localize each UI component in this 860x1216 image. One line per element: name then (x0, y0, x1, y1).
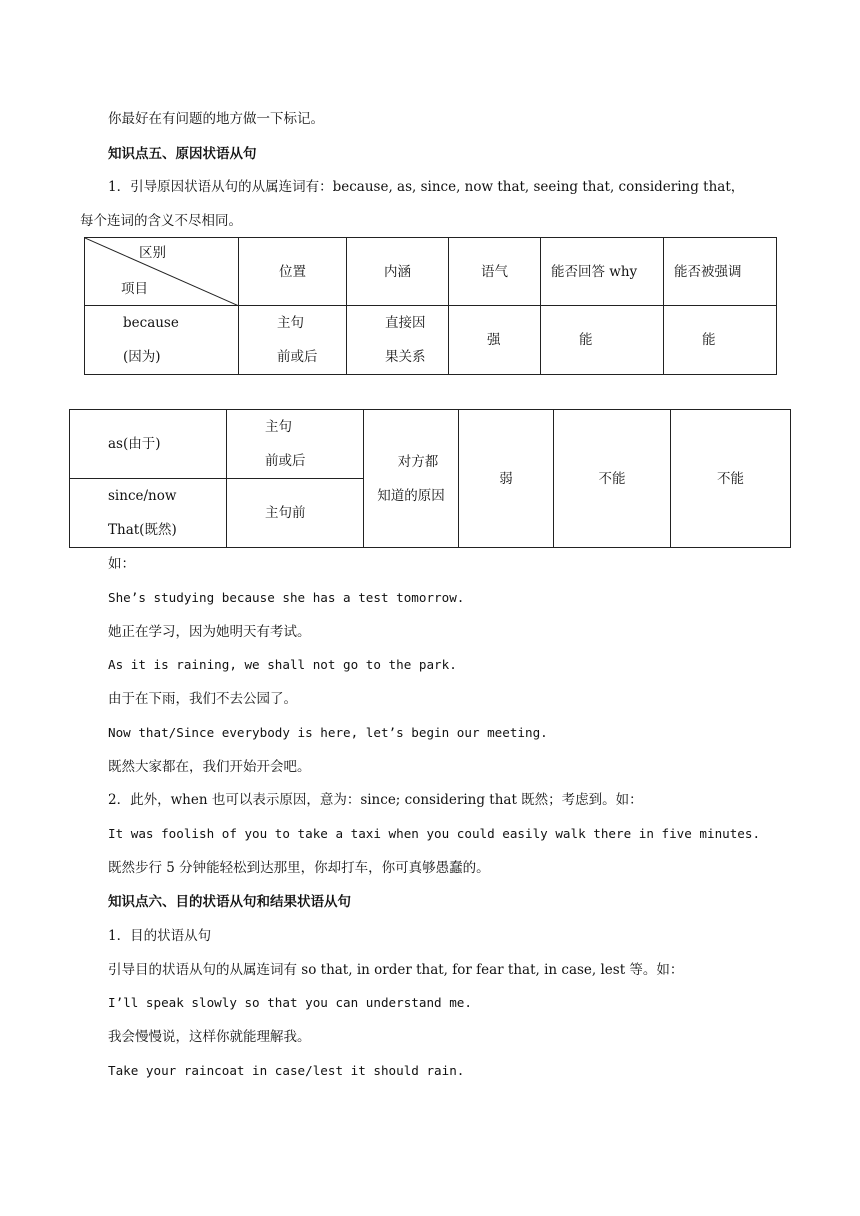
section-heading-6: 知识点六、目的状语从句和结果状语从句 (108, 894, 351, 910)
cell-because: because (因为) (85, 306, 239, 375)
cell-because-position: 主句 前或后 (239, 306, 347, 375)
header-meaning: 内涵 (347, 238, 449, 306)
diag-bottom-label: 项目 (121, 281, 148, 297)
example-intro: 如： (108, 556, 135, 572)
subsection-1: 1．目的状语从句 (108, 928, 212, 944)
header-emphasis: 能否被强调 (664, 238, 777, 306)
example-3-zh: 既然大家都在，我们开始开会吧。 (108, 759, 311, 775)
paragraph-3: 引导目的状语从句的从属连词有 so that, in order that, for fear that, in case, lest 等。如： (108, 962, 684, 978)
example-5-en: I’ll speak slowly so that you can understand me. (108, 995, 472, 1010)
example-3-en: Now that/Since everybody is here, let’s begin our meeting. (108, 725, 548, 740)
example-1-zh: 她正在学习，因为她明天有考试。 (108, 624, 311, 640)
cell-since-position: 主句前 (227, 479, 364, 548)
cell-as-position: 主句 前或后 (227, 410, 364, 479)
example-5-zh: 我会慢慢说，这样你就能理解我。 (108, 1029, 311, 1045)
example-1-en: She’s studying because she has a test tomorrow. (108, 590, 465, 605)
cell-shared-why: 不能 (554, 410, 671, 548)
note-line: 你最好在有问题的地方做一下标记。 (108, 111, 324, 127)
cell-shared-emph: 不能 (671, 410, 791, 548)
conjunction-table-1 (84, 237, 777, 375)
diag-top-label: 区别 (139, 245, 166, 261)
header-tone: 语气 (449, 238, 541, 306)
cell-because-meaning: 直接因 果关系 (347, 306, 449, 375)
example-2-zh: 由于在下雨，我们不去公园了。 (108, 691, 297, 707)
diagonal-header-cell (85, 238, 239, 306)
example-4-en: It was foolish of you to take a taxi when you could easily walk there in five minutes. (108, 826, 761, 841)
conjunction-table-2 (69, 409, 791, 548)
cell-as: as(由于) (70, 410, 227, 479)
cell-shared-tone: 弱 (459, 410, 554, 548)
cell-since-nowthat: since/now That(既然) (70, 479, 227, 548)
paragraph-1a: 1．引导原因状语从句的从属连词有：because, as, since, now that, seeing that, considering that， (108, 179, 745, 195)
cell-shared-meaning: 对方都 知道的原因 (364, 410, 459, 548)
header-position: 位置 (239, 238, 347, 306)
example-6-en: Take your raincoat in case/lest it should rain. (108, 1063, 465, 1078)
cell-because-tone: 强 (449, 306, 541, 375)
example-2-en: As it is raining, we shall not go to the park. (108, 657, 457, 672)
cell-because-why: 能 (541, 306, 664, 375)
cell-because-emph: 能 (664, 306, 777, 375)
header-why: 能否回答 why (541, 238, 664, 306)
section-heading-5: 知识点五、原因状语从句 (108, 146, 257, 162)
example-4-zh: 既然步行 5 分钟能轻松到达那里，你却打车，你可真够愚蠢的。 (108, 860, 490, 876)
paragraph-1b: 每个连词的含义不尽相同。 (80, 213, 242, 229)
paragraph-2: 2．此外，when 也可以表示原因，意为：since; considering that 既然；考虑到。如： (108, 792, 643, 808)
